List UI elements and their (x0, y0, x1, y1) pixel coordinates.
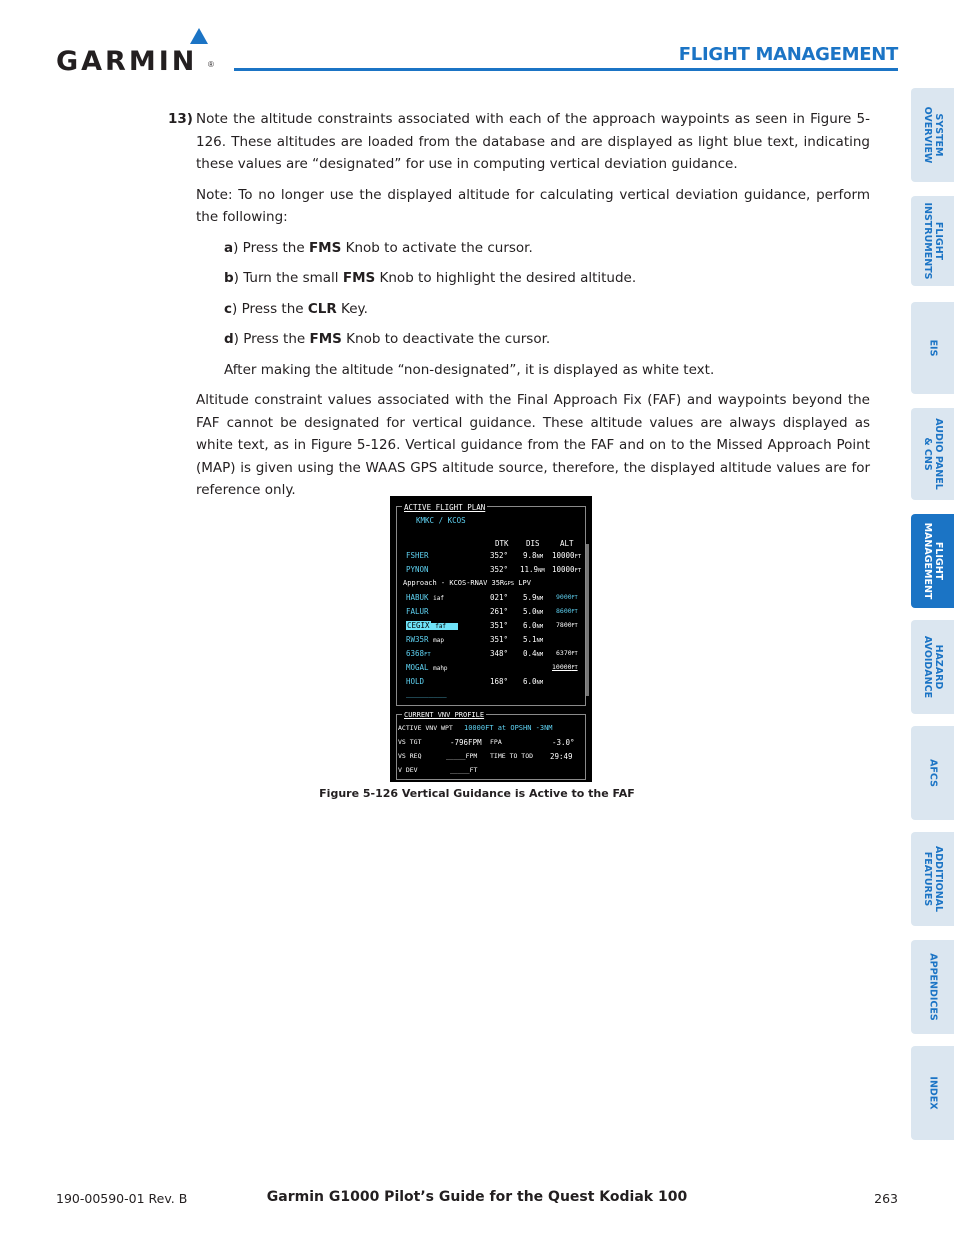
body-content (168, 108, 870, 510)
fpa-label: FPA (490, 738, 502, 746)
tab-label: APPENDICES (927, 953, 938, 1021)
key-name: FMS (308, 239, 342, 256)
tab-system-overview[interactable] (911, 88, 954, 182)
wpt-name: MOGAL mahp (406, 663, 448, 672)
wpt-name: FALUR (406, 607, 429, 616)
time-to-tod-label: TIME TO TOD (490, 752, 534, 760)
col-dis: DIS (526, 539, 540, 548)
final-paragraph: Altitude constraint values associated with the Final Approach Fix (FAF) and waypoints beyond the FAF cannot be designated for vertical guidance. These altitude values are always displayed as white text, as in Figure 5-126. Vertical guidance from the FAF and on to the Missed Approach Point (MAP) is given using the WAAS GPS altitude source, therefore, the displayed altitude values are for reference only. (196, 392, 870, 498)
wpt-name: FSHER (406, 551, 429, 560)
vnv-title: CURRENT VNV PROFILE (404, 711, 485, 719)
tab-label: FLIGHT INSTRUMENTS (921, 202, 944, 280)
wpt-name: 6368FT (406, 649, 431, 658)
vdev-value: _____FT (450, 766, 478, 774)
time-to-tod-value: 29:49 (550, 752, 573, 761)
logo-text: GARMIN (56, 46, 198, 77)
key-name: FMS (342, 270, 376, 286)
sub-text: Key. (336, 300, 368, 317)
wpt-alt: 6370FT (556, 649, 578, 657)
step-number: 13) (168, 111, 193, 127)
wpt-dtk: 348° (490, 649, 509, 658)
wpt-name: PYNON (406, 565, 429, 574)
sub-step-d (224, 328, 870, 351)
empty-wpt-dashes: _________ (406, 689, 447, 698)
wpt-dis: 9.8NM (523, 551, 544, 560)
tab-additional-features[interactable] (911, 832, 954, 926)
wpt-dtk: 168° (490, 677, 509, 686)
sub-text: ) Press the (233, 239, 309, 256)
active-vnv-value: 10000FT at OPSHN -3NM (464, 724, 553, 732)
sub-text: Knob to activate the cursor. (341, 239, 533, 256)
vs-tgt-label: VS TGT (398, 738, 422, 746)
tab-audio-panel-cns[interactable] (911, 408, 954, 500)
wpt-dtk: 351° (490, 635, 509, 644)
note-paragraph: Note: To no longer use the displayed altitude for calculating vertical deviation guidance, perform the following: (196, 186, 870, 225)
sub-text: ) Press the (232, 300, 308, 317)
header-rule (234, 68, 898, 71)
step-text: Note the altitude constraints associated with each of the approach waypoints as seen in Figure 5-126. These altitudes are loaded from the database and are displayed as light blue text, indicating these values are “designated” for use in computing vertical deviation guidance. (196, 111, 870, 172)
wpt-dis: 6.0NM (523, 677, 544, 686)
sub-text: ) Press the (233, 331, 310, 347)
tab-label: FLIGHT MANAGEMENT (921, 522, 944, 600)
wpt-dis: 0.4NM (523, 649, 544, 658)
wpt-name: RW35R map (406, 635, 444, 644)
sub-letter: c (224, 300, 233, 317)
wpt-alt: 10000FT (552, 565, 582, 574)
wpt-name: HOLD (406, 677, 425, 686)
col-dtk: DTK (495, 539, 509, 548)
wpt-alt: 9000FT (556, 593, 578, 601)
after-paragraph: After making the altitude “non-designated”, it is displayed as white text. (224, 361, 715, 378)
wpt-alt: 10000FT (552, 551, 582, 560)
sub-step-a (224, 237, 870, 260)
sub-step-c (224, 298, 870, 321)
wpt-dtk: 261° (490, 607, 509, 616)
active-vnv-label: ACTIVE VNV WPT (398, 724, 453, 732)
fp-route: KMKC / KCOS (416, 516, 466, 525)
garmin-triangle-icon (190, 28, 208, 44)
tab-flight-management[interactable] (911, 514, 954, 608)
footer-title: Garmin G1000 Pilot’s Guide for the Quest Kodiak 100 (266, 1189, 688, 1205)
wpt-dtk: 352° (490, 565, 509, 574)
step-13 (168, 108, 870, 176)
page-number: 263 (874, 1191, 898, 1206)
vs-tgt-value: -796FPM (450, 738, 482, 747)
vdev-label: V DEV (398, 766, 418, 774)
tab-appendices[interactable] (911, 940, 954, 1034)
tab-afcs[interactable] (911, 726, 954, 820)
scrollbar[interactable] (586, 544, 589, 696)
tab-index[interactable] (911, 1046, 954, 1140)
sub-step-b (224, 267, 870, 290)
tab-flight-instruments[interactable] (911, 196, 954, 286)
tab-label: SYSTEM OVERVIEW (921, 106, 944, 164)
tab-label: AUDIO PANEL & CNS (921, 418, 944, 490)
tab-label: HAZARD AVOIDANCE (921, 635, 944, 699)
active-flight-plan-box (396, 506, 586, 706)
fp-title: ACTIVE FLIGHT PLAN (404, 503, 486, 512)
wpt-dis: 5.9NM (523, 593, 544, 602)
wpt-alt: 8600FT (556, 607, 578, 615)
wpt-dtk: 352° (490, 551, 509, 560)
key-name: CLR (307, 300, 337, 317)
sub-letter: b (224, 270, 234, 286)
tab-label: ADDITIONAL FEATURES (921, 845, 944, 913)
wpt-alt: 10000FT (552, 663, 578, 671)
wpt-dtk: 021° (490, 593, 509, 602)
sub-text: Knob to deactivate the cursor. (341, 331, 551, 347)
wpt-name: HABUK iaf (406, 593, 444, 602)
sub-letter: a (224, 239, 234, 256)
wpt-alt: 7800FT (556, 621, 578, 629)
fpa-value: -3.0° (552, 738, 575, 747)
approach-label: Approach - KCOS-RNAV 35RGPS LPV (403, 579, 531, 587)
wpt-dis: 5.1NM (523, 635, 544, 644)
col-alt: ALT (560, 539, 574, 548)
logo-registered-mark: ® (208, 60, 214, 69)
wpt-dis: 11.9NM (520, 565, 545, 574)
tab-label: AFCS (927, 759, 938, 787)
doc-number: 190-00590-01 Rev. B (56, 1191, 188, 1206)
figure-caption: Figure 5-126 Vertical Guidance is Active to the FAF (319, 787, 635, 800)
key-name: FMS (309, 331, 342, 347)
tab-label: INDEX (927, 1076, 938, 1110)
tab-eis[interactable] (911, 302, 954, 394)
wpt-dis: 5.0NM (523, 607, 544, 616)
tab-hazard-avoidance[interactable] (911, 620, 954, 714)
sub-letter: d (224, 331, 234, 347)
wpt-dis: 6.0NM (523, 621, 544, 630)
vs-req-value: _____FPM (446, 752, 478, 760)
tab-label: EIS (927, 339, 938, 357)
section-title: FLIGHT MANAGEMENT (678, 44, 898, 65)
vs-req-label: VS REQ (398, 752, 422, 760)
wpt-name-selected[interactable]: CEGIX faf (406, 621, 458, 630)
garmin-logo (56, 26, 220, 76)
sub-text: Knob to highlight the desired altitude. (375, 270, 637, 286)
sub-text: ) Turn the small (233, 270, 343, 286)
flight-plan-figure (390, 496, 592, 782)
wpt-dtk: 351° (490, 621, 509, 630)
